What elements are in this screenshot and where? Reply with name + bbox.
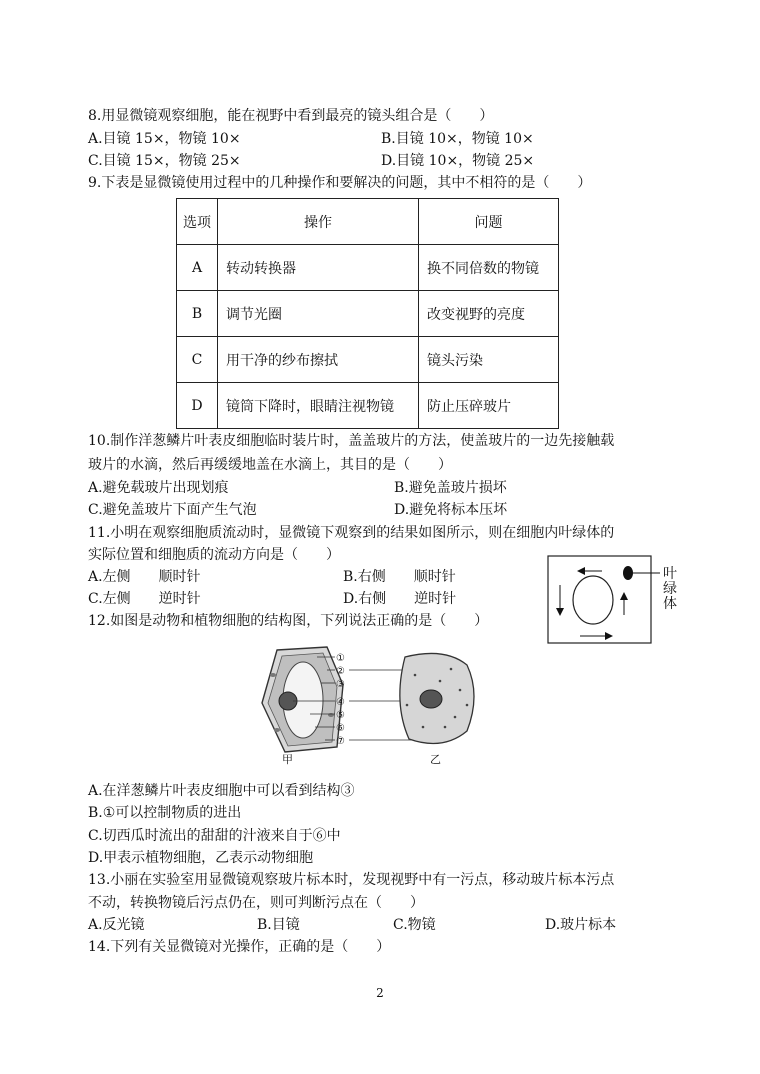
q9-stem: 9.下表是显微镜使用过程中的几种操作和要解决的问题，其中不相符的是（ ） bbox=[88, 175, 592, 191]
chloroplast-label: 叶绿体 bbox=[663, 566, 677, 612]
q12-stem: 12.如图是动物和植物细胞的结构图，下列说法正确的是（ ） bbox=[88, 613, 489, 629]
q13-option-c: C.物镜 bbox=[393, 917, 436, 933]
table-cell: B bbox=[177, 291, 218, 337]
q13-stem-line1: 13.小丽在实验室用显微镜观察玻片标本时，发现视野中有一污点，移动玻片标本污点 bbox=[88, 872, 615, 888]
q10-option-d: D.避免将标本压坏 bbox=[394, 502, 508, 518]
table-row bbox=[177, 245, 559, 291]
label-5: ⑤ bbox=[336, 710, 345, 721]
table-cell: 镜头污染 bbox=[419, 337, 559, 383]
q13-option-a: A.反光镜 bbox=[88, 917, 145, 933]
page-number: 2 bbox=[376, 986, 384, 1000]
q13-option-d: D.玻片标本 bbox=[545, 917, 617, 933]
q9-table bbox=[176, 198, 559, 429]
table-cell: 改变视野的亮度 bbox=[419, 291, 559, 337]
q10-stem-line2: 玻片的水滴，然后再缓缓地盖在水滴上，其目的是（ ） bbox=[88, 457, 452, 473]
q8-option-a: A.目镜 15×，物镜 10× bbox=[88, 131, 241, 147]
q13-stem-line2: 不动，转换物镜后污点仍在，则可判断污点在（ ） bbox=[88, 895, 424, 911]
label-2: ② bbox=[336, 666, 345, 677]
q12-cell-structure-figure bbox=[255, 645, 485, 765]
q10-option-b: B.避免盖玻片损坏 bbox=[394, 480, 507, 496]
q11-stem-line2: 实际位置和细胞质的流动方向是（ ） bbox=[88, 547, 340, 563]
q10-stem-line1: 10.制作洋葱鳞片叶表皮细胞临时装片时，盖盖玻片的方法，使盖玻片的一边先接触载 bbox=[88, 433, 615, 449]
q10-option-a: A.避免载玻片出现划痕 bbox=[88, 480, 229, 496]
table-header: 问题 bbox=[419, 199, 559, 245]
q11-option-c: C.左侧 逆时针 bbox=[88, 591, 201, 607]
q14-stem: 14.下列有关显微镜对光操作，正确的是（ ） bbox=[88, 939, 391, 955]
q12-option-c: C.切西瓜时流出的甜甜的汁液来自于⑥中 bbox=[88, 828, 341, 844]
figure-label-jia: 甲 bbox=[282, 753, 293, 765]
q11-stem-line1: 11.小明在观察细胞质流动时，显微镜下观察到的结果如图所示，则在细胞内叶绿体的 bbox=[88, 525, 615, 541]
table-cell: 换不同倍数的物镜 bbox=[419, 245, 559, 291]
q11-option-d: D.右侧 逆时针 bbox=[343, 591, 457, 607]
table-cell: D bbox=[177, 383, 218, 429]
table-row bbox=[177, 337, 559, 383]
q8-option-d: D.目镜 10×，物镜 25× bbox=[381, 153, 535, 169]
label-1: ① bbox=[336, 653, 345, 664]
chloroplast bbox=[270, 673, 276, 677]
label-7: ⑦ bbox=[336, 736, 345, 747]
q8-option-b: B.目镜 10×，物镜 10× bbox=[381, 131, 534, 147]
q11-option-b: B.右侧 顺时针 bbox=[343, 569, 456, 585]
q12-option-a: A.在洋葱鳞片叶表皮细胞中可以看到结构③ bbox=[88, 783, 355, 799]
q12-option-b: B.①可以控制物质的进出 bbox=[88, 805, 242, 821]
q13-option-b: B.目镜 bbox=[257, 917, 300, 933]
q11-option-a: A.左侧 顺时针 bbox=[88, 569, 201, 585]
view-frame bbox=[548, 556, 651, 643]
chloroplast bbox=[328, 713, 334, 717]
table-cell: 镜筒下降时，眼睛注视物镜 bbox=[218, 383, 419, 429]
chloroplast bbox=[274, 728, 280, 732]
label-6: ⑥ bbox=[336, 723, 345, 734]
table-cell: 调节光圈 bbox=[218, 291, 419, 337]
q8-option-c: C.目镜 15×，物镜 25× bbox=[88, 153, 241, 169]
q8-stem: 8.用显微镜观察细胞，能在视野中看到最亮的镜头组合是（ ） bbox=[88, 108, 494, 124]
table-cell: 转动转换器 bbox=[218, 245, 419, 291]
table-header: 操作 bbox=[218, 199, 419, 245]
table-row bbox=[177, 291, 559, 337]
q10-option-c: C.避免盖玻片下面产生气泡 bbox=[88, 502, 257, 518]
table-cell: 用干净的纱布擦拭 bbox=[218, 337, 419, 383]
table-cell: C bbox=[177, 337, 218, 383]
label-4: ④ bbox=[336, 697, 345, 708]
table-row bbox=[177, 383, 559, 429]
animal-nucleus bbox=[420, 690, 442, 708]
table-header: 选项 bbox=[177, 199, 218, 245]
q12-option-d: D.甲表示植物细胞，乙表示动物细胞 bbox=[88, 850, 314, 866]
label-3: ③ bbox=[336, 679, 345, 690]
chloroplast-dot bbox=[623, 566, 633, 580]
table-cell: 防止压碎玻片 bbox=[419, 383, 559, 429]
figure-label-yi: 乙 bbox=[430, 753, 441, 765]
table-cell: A bbox=[177, 245, 218, 291]
table-header-row bbox=[177, 199, 559, 245]
